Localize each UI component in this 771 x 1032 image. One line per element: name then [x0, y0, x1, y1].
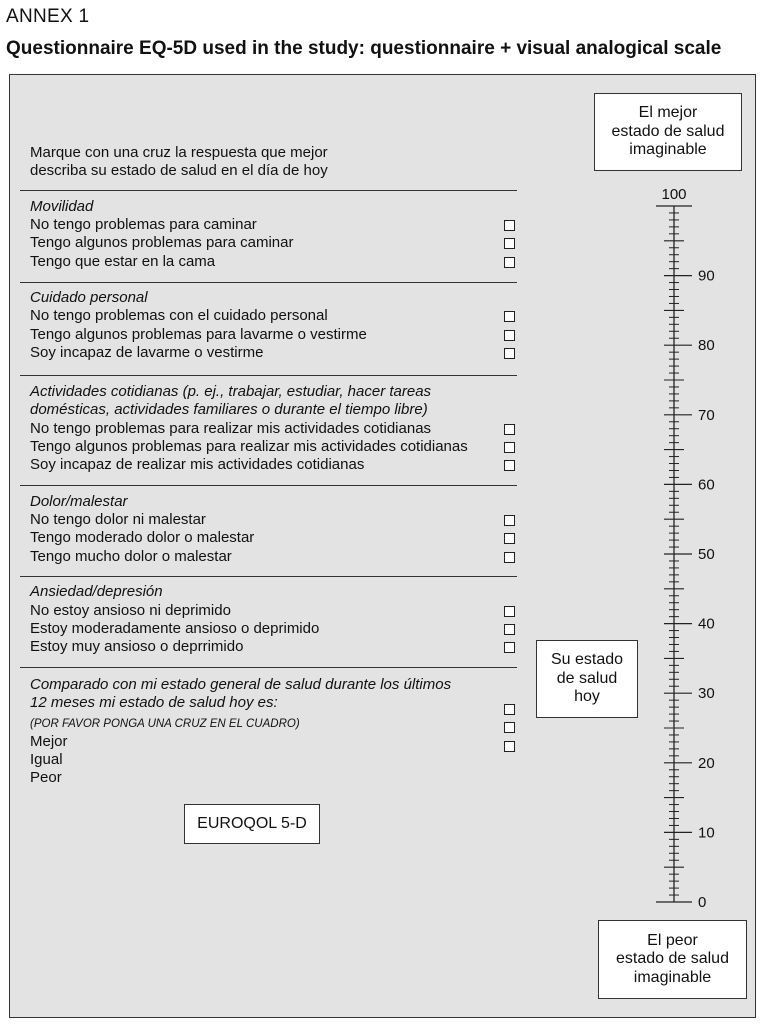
vas-tick-label: 20	[698, 754, 715, 772]
option-label: Estoy moderadamente ansioso o deprimido	[30, 620, 320, 637]
vas-tick-label: 40	[698, 615, 715, 633]
vas-tick-label: 10	[698, 824, 715, 842]
vas-top-line: imaginable	[629, 141, 707, 159]
option-label: No tengo problemas para caminar	[30, 216, 257, 233]
euroqol-label: EUROQOL 5-D	[197, 814, 307, 832]
vas-tick-label: 50	[698, 546, 715, 563]
option-label: Soy incapaz de realizar mis actividades cotidianas	[30, 456, 365, 473]
comparison-title: Comparado con mi estado general de salud durante los últimos	[30, 676, 452, 693]
annex-label: ANNEX 1	[6, 6, 90, 27]
comparison-option-peor: Peor	[30, 769, 62, 786]
comparison-title-cont: 12 meses mi estado de salud hoy es:	[30, 694, 278, 711]
section-title-actividades-cont: domésticas, actividades familiares o durante el tiempo libre)	[30, 401, 428, 418]
option-label: Tengo algunos problemas para lavarme o vestirme	[30, 326, 367, 343]
option-label: No tengo problemas para realizar mis actividades cotidianas	[30, 420, 432, 437]
comparison-option-igual: Igual	[30, 751, 63, 768]
option-label: No tengo problemas con el cuidado personal	[30, 307, 328, 324]
instructions-line-2: describa su estado de salud en el día de hoy	[30, 162, 328, 179]
page-title: Questionnaire EQ-5D used in the study: questionnaire + visual analogical scale	[6, 38, 722, 59]
section-title-ansiedad: Ansiedad/depresión	[30, 583, 163, 600]
vas-current-line: de salud	[556, 669, 618, 687]
vas-bottom-line: estado de salud	[616, 950, 729, 968]
vas-tick-label: 90	[698, 267, 715, 285]
vas-bottom-line: El peor	[647, 931, 698, 949]
option-label: Tengo moderado dolor o malestar	[30, 529, 255, 546]
vas-current-line: hoy	[574, 688, 600, 706]
vas-top-line: El mejor	[638, 104, 698, 122]
section-title-dolor: Dolor/malestar	[30, 493, 128, 510]
option-label: No estoy ansioso ni deprimido	[30, 602, 231, 619]
vas-tick-label: 30	[698, 685, 715, 703]
section-title-cuidado-personal: Cuidado personal	[30, 289, 148, 306]
vas-tick-label: 0	[698, 894, 707, 911]
vas-bottom-line: imaginable	[633, 968, 712, 986]
vas-current-line: Su estado	[550, 651, 624, 669]
option-label: Tengo algunos problemas para realizar mis actividades cotidianas	[30, 438, 468, 455]
option-label: Estoy muy ansioso o deprrimido	[30, 638, 244, 655]
option-label: Tengo mucho dolor o malestar	[30, 548, 232, 565]
section-title-actividades: Actividades cotidianas (p. ej., trabajar, estudiar, hacer tareas	[30, 383, 432, 400]
instructions-line-1: Marque con una cruz la respuesta que mejor	[30, 144, 328, 161]
vas-tick-label: 100	[661, 186, 687, 203]
option-label: Tengo que estar en la cama	[30, 253, 216, 270]
vas-tick-label: 60	[698, 476, 715, 494]
option-label: No tengo dolor ni malestar	[30, 511, 206, 528]
option-label: Soy incapaz de lavarme o vestirme	[30, 344, 264, 361]
comparison-note: (POR FAVOR PONGA UNA CRUZ EN EL CUADRO)	[30, 718, 300, 730]
vas-tick-label: 70	[698, 406, 715, 424]
section-title-movilidad: Movilidad	[30, 198, 94, 215]
vas-tick-label: 80	[698, 337, 715, 355]
comparison-option-mejor: Mejor	[30, 733, 68, 750]
vas-top-line: estado de salud	[611, 122, 725, 140]
option-label: Tengo algunos problemas para caminar	[30, 234, 294, 251]
